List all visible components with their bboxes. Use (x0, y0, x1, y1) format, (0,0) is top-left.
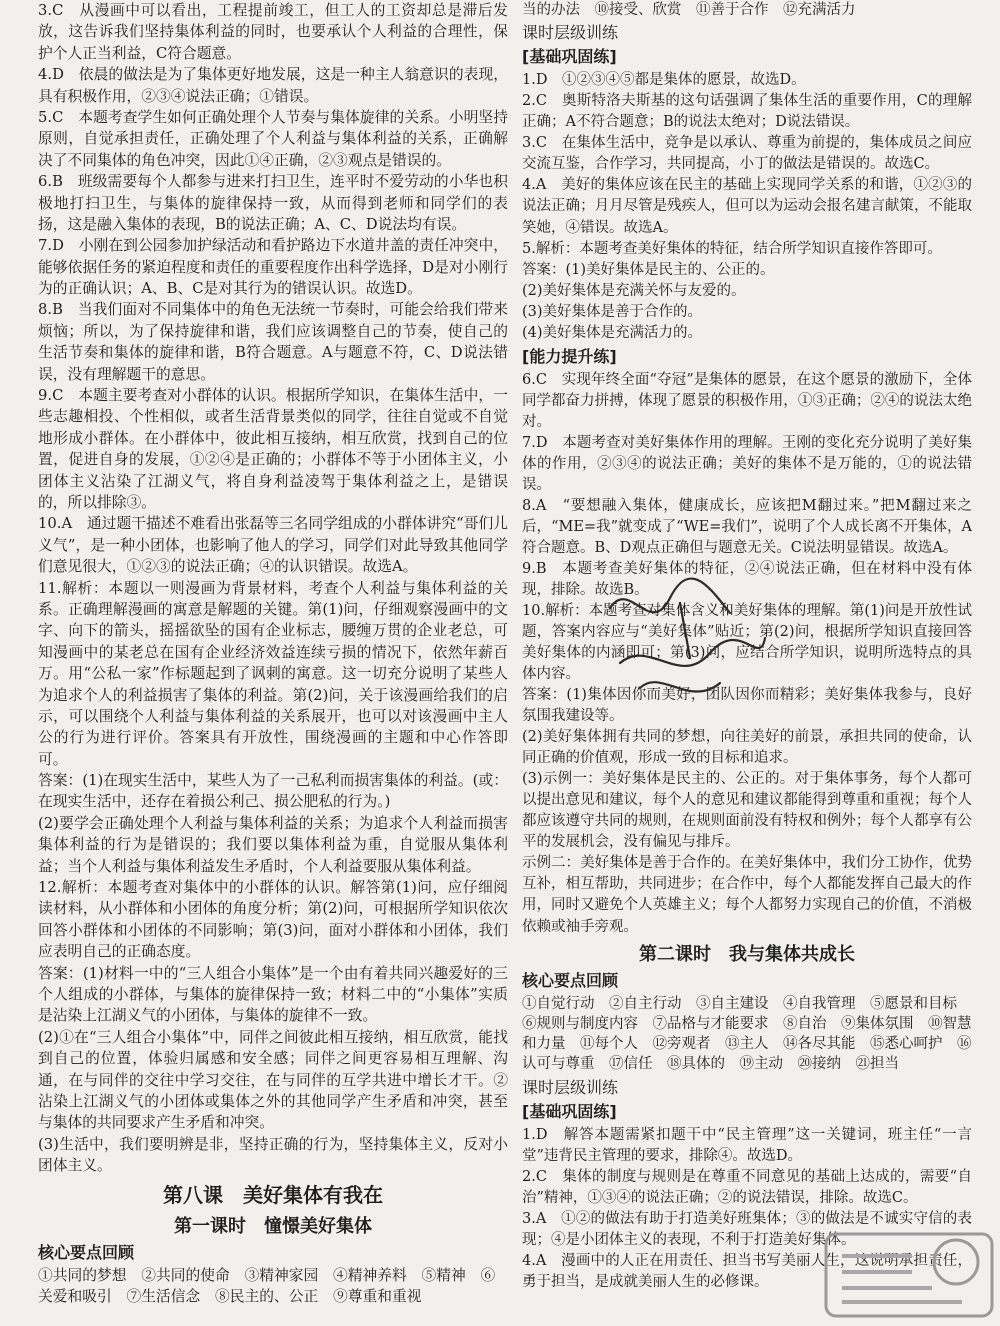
answer-paragraph: (2)①在“三人组合小集体”中，同伴之间彼此相互接纳，相互欣赏，能找到自己的位置，体验归属感和安全感；同伴之间更容易相互理解、沟通，在与同伴的交往中学习交往，在与同伴的互学共进中增长才干。②沾染上江湖义气的小团体或集体之外的其他同学产生矛盾和冲突，甚至与集体的共同要求产生矛盾和冲突。 (38, 1028, 508, 1132)
answer-paragraph: 9.B 本题考查美好集体的特征，②④说法正确，但在材料中没有体现，排除。故选B。 (522, 560, 972, 599)
answer-paragraph: 10.A 通过题干描述不难看出张磊等三名同学组成的小群体讲究“哥们儿义气”，是一种小团体，也影响了他人的学习，同学们对此导致其他同学们意见很大，①②③的说法正确；④的认识错误。故选A。 (38, 515, 508, 576)
section-subtitle: 课时层级训练 (522, 23, 619, 43)
answer-paragraph: 5.C 本题考查学生如何正确处理个人节奏与集体旋律的关系。小明坚持原则，自觉承担责任，正确处理了个人利益与集体利益的关系，正确解决了不同集体的角色冲突，因此①④正确，②③观点是错误的。 (38, 108, 508, 169)
answer-paragraph: (3)美好集体是善于合作的。 (522, 303, 703, 320)
answer-paragraph: 3.C 从漫画中可以看出，工程提前竣工，但工人的工资却总是滞后发放，这告诉我们坚持集体利益的同时，也要承认个人利益的合理性，保护个人正当利益，C符合题意。 (38, 2, 508, 62)
section-title: [基础巩固练] (522, 47, 617, 67)
answer-paragraph: 10.解析：本题考查对集体含义和美好集体的理解。第(1)问是开放性试题，答案内容应与“美好集体”贴近；第(2)问，根据所学知识直接回答美好集体的内涵即可；第(3)问，应结合所学知识，说明所选特点的具体内容。 (522, 603, 972, 683)
section-title: [能力提升练] (522, 346, 617, 366)
section-title: 核心要点回顾 (522, 970, 619, 990)
answer-paragraph: 7.D 小刚在到公园参加护绿活动和看护路边下水道井盖的责任冲突中，能够依据任务的紧迫程度和责任的重要程度作出科学选择，D是对小刚行为的正确认识；A、B、C是对其行为的错误认识。故选D。 (38, 237, 508, 298)
answer-paragraph: (3)生活中，我们要明辨是非，坚持正确的行为，坚持集体主义，反对小团体主义。 (38, 1135, 508, 1175)
answer-paragraph: 4.A 漫画中的人正在用责任、担当书写美丽人生，这说明承担责任，勇于担当，是成就美丽人生的必修课。 (522, 1252, 972, 1290)
answer-paragraph: (2)美好集体是充满关怀与友爱的。 (522, 282, 746, 299)
answer-paragraph: (2)美好集体拥有共同的梦想，向往美好的前景，承担共同的使命，认同正确的价值观，形成一致的目标和追求。 (522, 729, 972, 767)
lesson-subheading: 第一课时 憧憬美好集体 (174, 1216, 372, 1238)
answer-paragraph: 答案：(1)集体因你而美好，团队因你而精彩；美好集体我参与，良好氛围我建设等。 (522, 687, 972, 725)
answer-paragraph: 1.D 解答本题需紧扣题干中“民主管理”这一关键词，班主任“一言堂”违背民主管理的要求，排除④。故选D。 (522, 1126, 972, 1164)
answer-paragraph: 1.D ①②③④⑤都是集体的愿景，故选D。 (522, 72, 806, 89)
answer-paragraph: 3.C 在集体生活中，竞争是以承认、尊重为前提的，集体成员之间应交流互鉴，合作学习，共同提高，小丁的做法是错误的。故选C。 (522, 135, 972, 173)
answer-paragraph: 答案：(1)美好集体是民主的、公正的。 (522, 261, 775, 278)
section-title: [基础巩固练] (522, 1101, 617, 1121)
answer-paragraph: 9.C 本题主要考查对小群体的认识。根据所学知识，在集体生活中，一些志趣相投、个性相似，或者生活背景类似的同学，往往自觉或不自觉地形成小群体。在小群体中，彼此相互接纳，相互欣赏，找到自己的位置，促进自身的发展，①②④是正确的；小群体不等于小团体主义，小团体主义沾染了江湖义气，将自身利益凌驾于集体利益之上，是错误的，所以排除③。 (38, 387, 508, 511)
answer-paragraph: 示例二：美好集体是善于合作的。在美好集体中，我们分工协作，优势互补，相互帮助，共同进步；在合作中，每个人都能发挥自己最大的作用，同时又避免个人英雄主义；每个人都努力实现自己的价值，不消极依赖或袖手旁观。 (522, 855, 972, 935)
key-points: ①共同的梦想 ②共同的使命 ③精神家园 ④精神养料 ⑤精神 ⑥关爱和吸引 ⑦生活信念 ⑧民主的、公正 ⑨尊重和重视 (38, 1267, 496, 1306)
section-subtitle: 课时层级训练 (522, 1077, 619, 1097)
answer-paragraph: 4.A 美好的集体应该在民主的基础上实现同学关系的和谐，①②③的说法正确；月月尽管是残疾人，但可以为运动会报名建言献策，不能取笑她，④错误。故选A。 (522, 177, 972, 236)
answer-paragraph: 11.解析：本题以一则漫画为背景材料，考查个人利益与集体利益的关系。正确理解漫画的寓意是解题的关键。第(1)问，仔细观察漫画中的文字、向下的箭头，摇摇欲坠的国有企业标志，腰缠万贯的企业老总，可知漫画中的某老总在国有企业经济效益连续亏损的情况下，依然年薪百万。用“公私一家”作标题起到了讽刺的寓意。这一切充分说明了某些人为追求个人的利益损害了集体的利益。第(2)问，关于该漫画给我们的启示，可以围绕个人利益与集体利益的关系展开，也可以对该漫画中主人公的行为进行评价。答案具有开放性，围绕漫画的主题和中心作答即可。 (38, 579, 508, 768)
answer-paragraph: 12.解析：本题考查对集体中的小群体的认识。解答第(1)问，应仔细阅读材料，从小群体和小团体的角度分析；第(2)问，可根据所学知识依次回答小群体和小团体的不同影响；第(3)问，面对小群体和小团体，我们应表明自己的正确态度。 (38, 879, 508, 961)
answer-paragraph: 答案：(1)材料一中的“三人组合小集体”是一个由有着共同兴趣爱好的三个人组成的小群体，与集体的旋律保持一致；材料二中的“小集体”实质是沾染上江湖义气的小团体，与集体的旋律不一致。 (38, 964, 508, 1025)
answer-paragraph: 2.C 集体的制度与规则是在尊重不同意见的基础上达成的，需要“自治”精神，①③④的说法正确；②的说法错误，排除。故选C。 (522, 1168, 972, 1206)
handwritten-scribble (590, 568, 780, 718)
answer-paragraph: (2)要学会正确处理个人利益与集体利益的关系；为追求个人利益而损害集体利益的行为是错误的；我们要以集体利益为重，自觉服从集体利益；当个人利益与集体利益发生矛盾时，个人利益要服从集体利益。 (38, 814, 508, 875)
answer-paragraph: 8.A “要想融入集体，健康成长，应该把M翻过来。”把M翻过来之后，“ME=我”就变成了“WE=我们”，说明了个人成长离不开集体，A符合题意。B、D观点正确但与题意无关。C说法明显错误。故选A。 (522, 497, 972, 556)
section-title: 核心要点回顾 (38, 1243, 135, 1263)
watermark-stamp (824, 1232, 994, 1318)
answer-paragraph: 4.D 依晨的做法是为了集体更好地发展，这是一种主人翁意识的表现，具有积极作用，②③④说法正确；①错误。 (38, 66, 508, 105)
left-column (38, 0, 508, 1308)
answer-paragraph: 5.解析：本题考查美好集体的特征，结合所学知识直接作答即可。 (522, 240, 942, 257)
key-points: ①自觉行动 ②自主行动 ③自主建设 ④自我管理 ⑤愿景和目标 ⑥规则与制度内容 ⑦品格与才能要求 ⑧自治 ⑨集体氛围 ⑩智慧和力量 ⑪每个人 ⑫旁观者 ⑬主人 ⑭各尽其能 ⑮悉心呵护 ⑯认可与尊重 ⑰信任 ⑱具体的 ⑲主动 ⑳接纳 ㉑担当 (522, 995, 972, 1073)
answer-paragraph: 7.D 本题考查对美好集体作用的理解。王刚的变化充分说明了美好集体的作用，②③④的说法正确；美好的集体不是万能的，①的说法错误。 (522, 434, 972, 493)
key-points: 当的办法 ⑩接受、欣赏 ⑪善于合作 ⑫充满活力 (522, 2, 856, 18)
answer-paragraph: 答案：(1)在现实生活中，某些人为了一己私利而损害集体的利益。(或：在现实生活中，还存在着损公利己、损公肥私的行为。) (38, 772, 508, 811)
answer-paragraph: 8.B 当我们面对不同集体中的角色无法统一节奏时，可能会给我们带来烦恼；所以，为了保持旋律和谐，我们应该调整自己的节奏，使自己的生活节奏和集体的旋律和谐，B符合题意。A与题意不符，C、D说法错误，没有理解题干的意思。 (38, 301, 508, 383)
answer-paragraph: (3)示例一：美好集体是民主的、公正的。对于集体事务，每个人都可以提出意见和建议，每个人的意见和建议都能得到尊重和重视；每个人都应该遵守共同的规则，在规则面前没有特权和例外；每个人都享有公平的发展机会，没有偏见与排斥。 (522, 771, 972, 851)
answer-paragraph: 3.A ①②的做法有助于打造美好班集体；③的做法是不诚实守信的表现；④是小团体主义的表现，不利于打造美好集体。 (522, 1210, 972, 1248)
lesson-subheading: 第二课时 我与集体共成长 (639, 943, 855, 965)
lesson-heading: 第八课 美好集体有我在 (163, 1183, 383, 1208)
answer-paragraph: 6.B 班级需要每个人都参与进来打扫卫生，连平时不爱劳动的小华也积极地打扫卫生，与集体的旋律保持一致，从而得到老师和同学们的表扬，这是融入集体的表现，B的说法正确；A、C、D说法均有误。 (38, 173, 508, 233)
answer-paragraph: 6.C 实现年终全面“夺冠”是集体的愿景，在这个愿景的激励下，全体同学都奋力拼搏，体现了愿景的积极作用，①③正确；②④的说法太绝对。 (522, 371, 972, 430)
answer-paragraph: 2.C 奥斯特洛夫斯基的这句话强调了集体生活的重要作用，C的理解正确；A不符合题意；B的说法太绝对；D说法错误。 (522, 93, 972, 131)
answer-paragraph: (4)美好集体是充满活力的。 (522, 324, 703, 341)
